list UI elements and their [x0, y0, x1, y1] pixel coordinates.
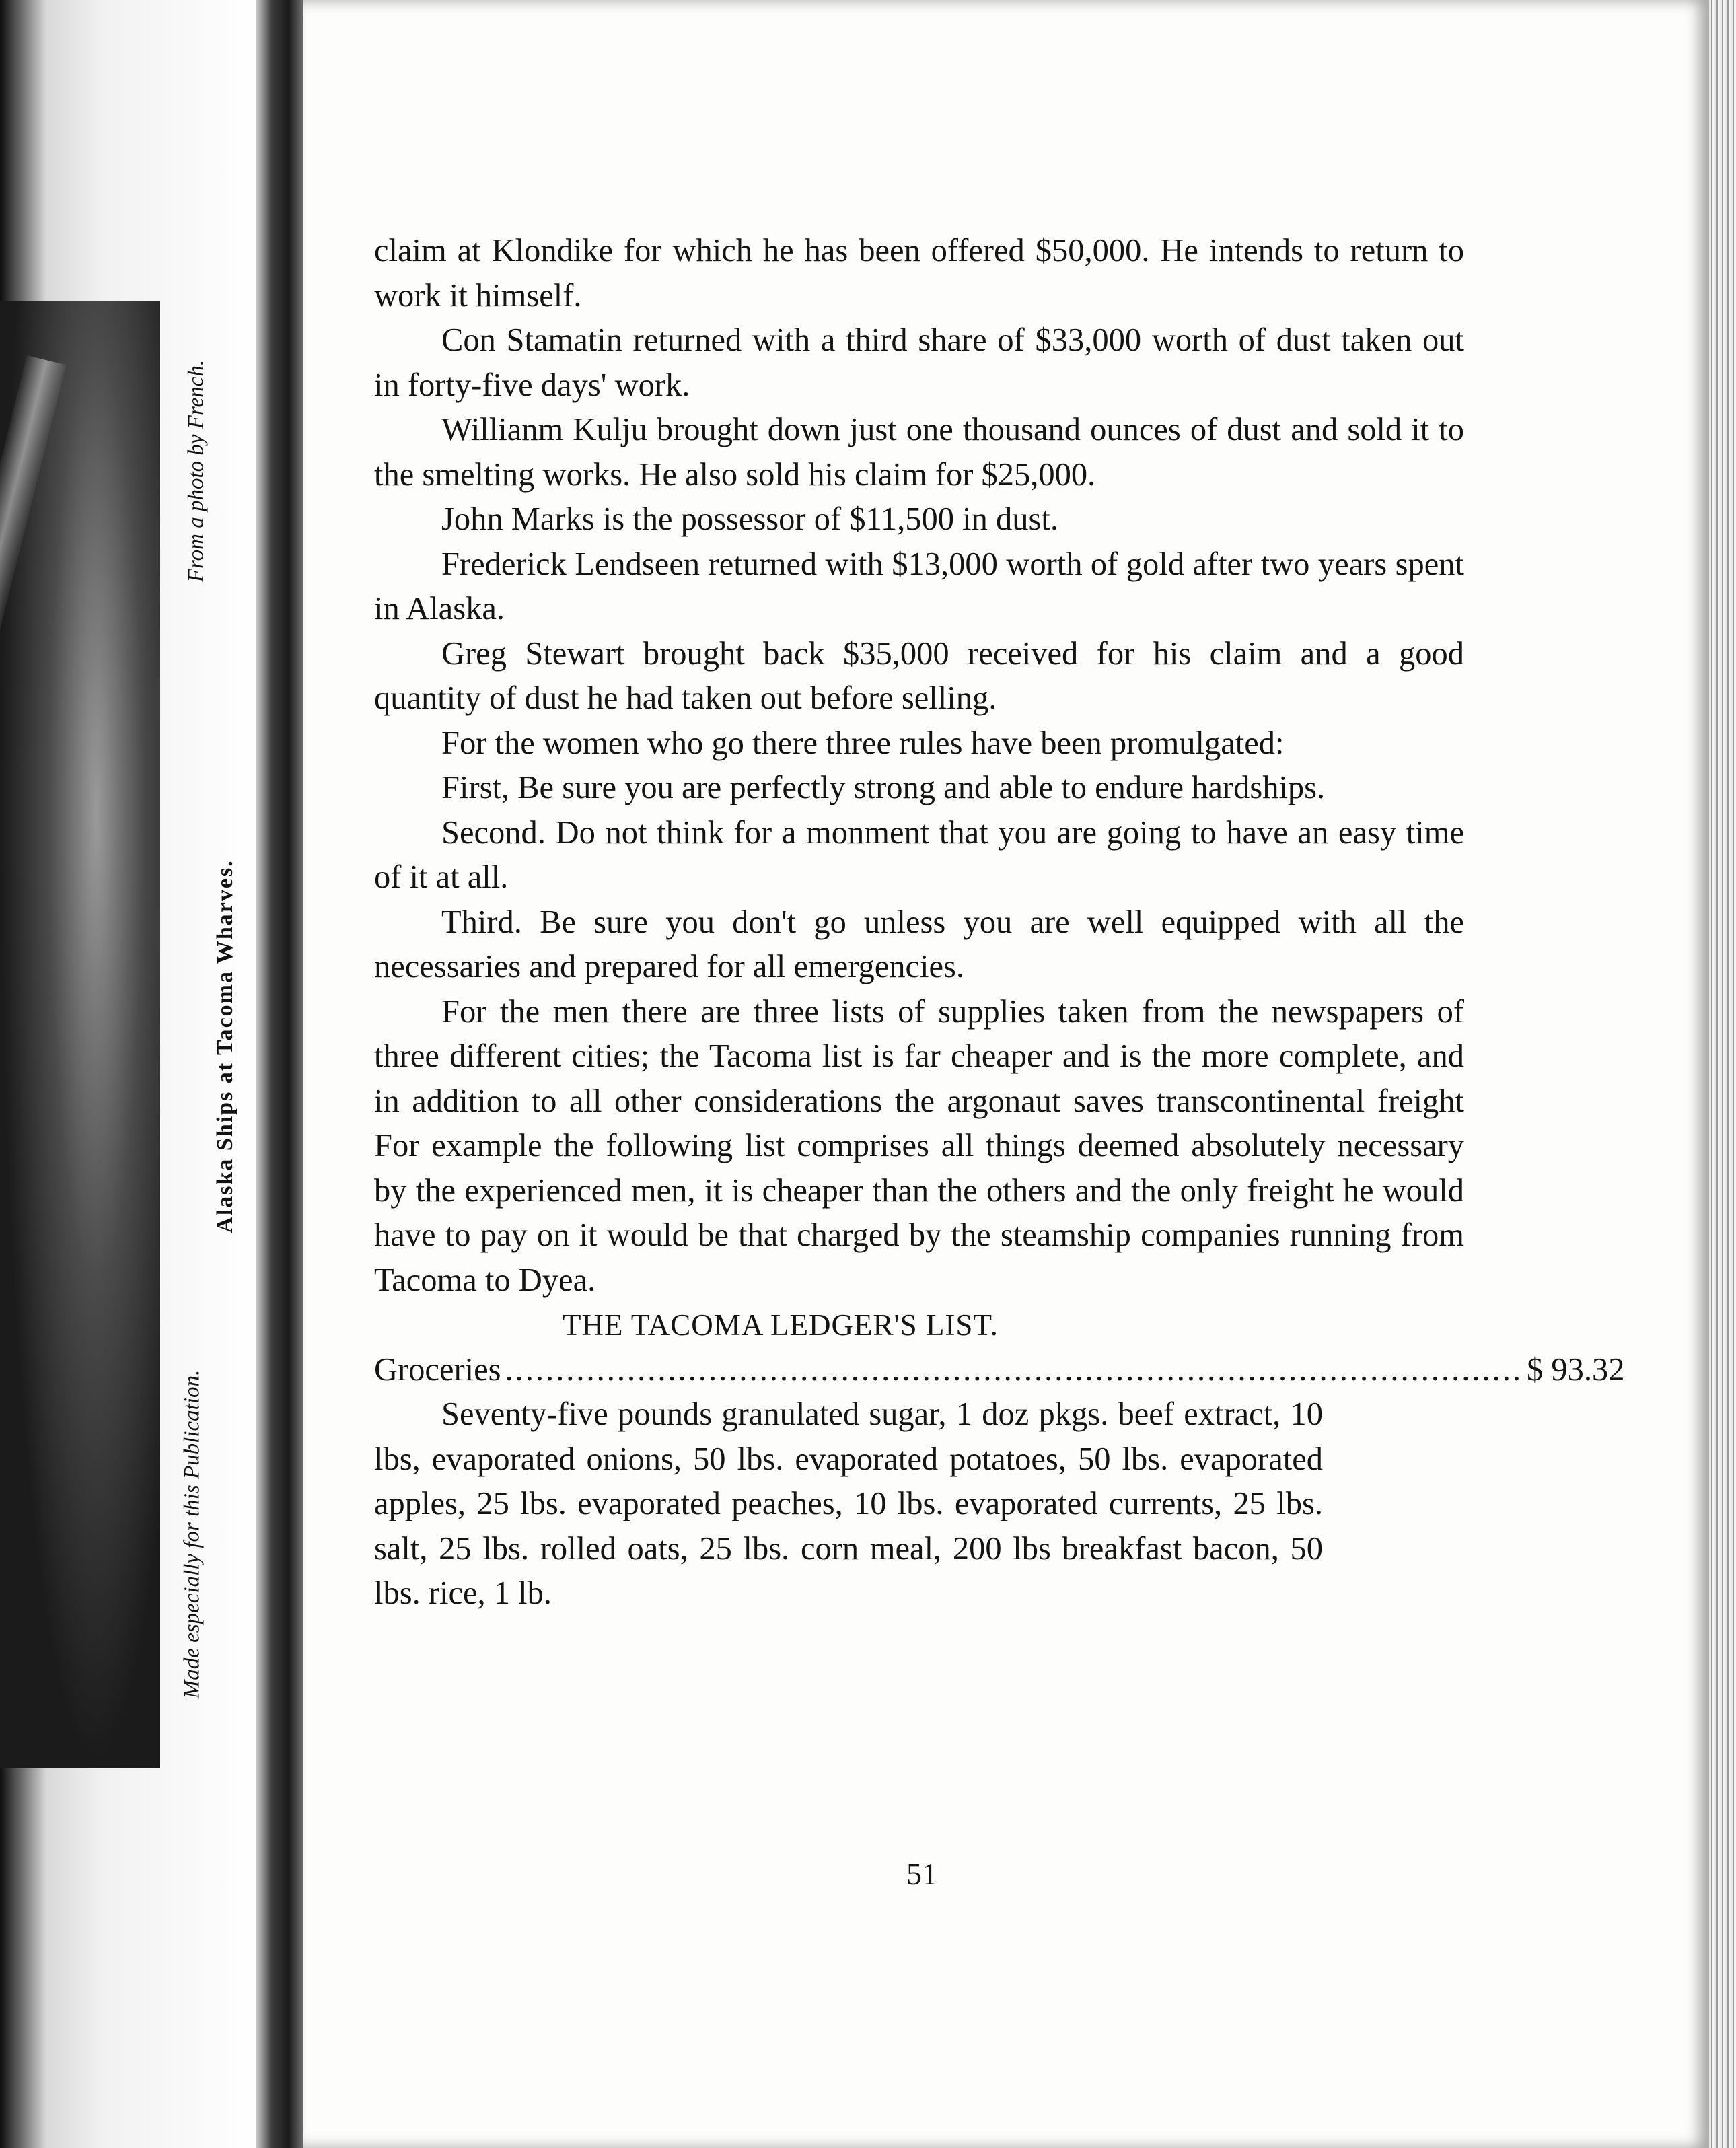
book-gutter [256, 0, 303, 2148]
paragraph-supply-lists: For the men there are three lists of supplies taken from the newspapers of three different cities; the Tacoma list is far cheaper and is the more complete, and in addition to all other considerations the argonaut saves transcontinental freight For example the following list comprises all things deemed absolutely necessary by the experienced men, it is cheaper than the others and the only freight he would have to pay on it would be that charged by the steamship companies running from Tacoma to Dyea. [374, 993, 1464, 1298]
paragraph-stewart: Greg Stewart brought back $35,000 received for his claim and a good quantity of dust he had taken out before selling. [374, 635, 1464, 716]
photo-plate-image [0, 301, 160, 1768]
paragraph-rule-second: Second. Do not think for a monment that you are going to have an easy time of it at all. [374, 814, 1464, 895]
page-text [374, 229, 1625, 1616]
photo-credit-caption: From a photo by French. [184, 359, 209, 583]
paragraph-lendseen: Frederick Lendseen returned with $13,000 worth of gold after two years spent in Alaska. [374, 546, 1464, 626]
groceries-detail: Seventy-five pounds granulated sugar, 1 doz pkgs. beef extract, 10 lbs, evaporated onions, 50 lbs. evaporated potatoes, 50 lbs. evaporated apples, 25 lbs. evaporated peaches, 10 lbs. evaporated currents, 25 lbs. salt, 25 lbs. rolled oats, 25 lbs. corn meal, 200 lbs breakfast bacon, 50 lbs. rice, 1 lb. [374, 1396, 1323, 1611]
publication-note-caption: Made especially for this Publication. [180, 1369, 205, 1699]
page-number: 51 [906, 1857, 937, 1891]
dot-leader: .................................................................................................... [505, 1351, 1523, 1388]
groceries-label: Groceries [374, 1351, 501, 1388]
paragraph-marks: John Marks is the possessor of $11,500 in dust. [441, 501, 1059, 537]
paragraph-rule-third: Third. Be sure you don't go unless you are well equipped with all the necessaries and prepared for all emergencies. [374, 904, 1464, 985]
left-facing-page [0, 0, 256, 2148]
paragraph-klondike-claim: claim at Klondike for which he has been offered $50,000. He intends to return to work it himself. [374, 233, 1464, 314]
paragraph-kulju: Willianm Kulju brought down just one thousand ounces of dust and sold it to the smelting works. He also sold his claim for $25,000. [374, 412, 1464, 493]
plate-caption: Alaska Ships at Tacoma Wharves. [213, 859, 238, 1233]
groceries-line [374, 1348, 1625, 1393]
paragraph-women-rules: For the women who go there three rules have been promulgated: [441, 725, 1285, 761]
list-heading: THE TACOMA LEDGER'S LIST. [563, 1308, 999, 1342]
paragraph-rule-first: First, Be sure you are perfectly strong and able to endure hardships. [441, 770, 1326, 806]
paragraph-stamatin: Con Stamatin returned with a third share of $33,000 worth of dust taken out in forty-five days' work. [374, 322, 1464, 403]
groceries-amount: $ 93.32 [1527, 1351, 1625, 1388]
page-edges [1709, 0, 1736, 2148]
